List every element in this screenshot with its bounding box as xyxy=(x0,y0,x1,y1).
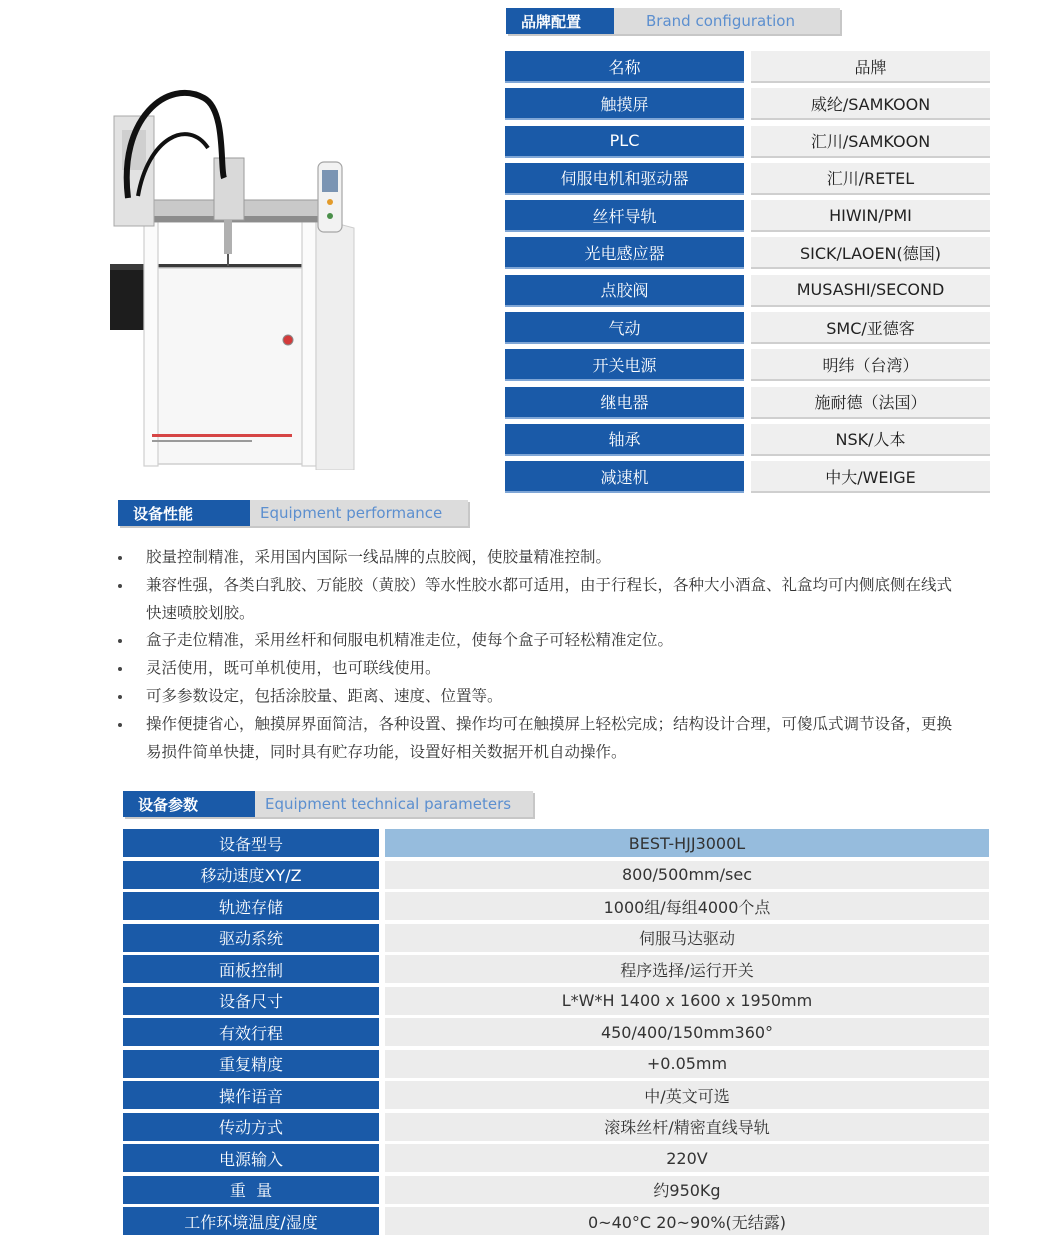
param-value: 伺服马达驱动 xyxy=(385,924,989,952)
bullet-icon xyxy=(118,584,122,588)
brand-key: 点胶阀 xyxy=(505,275,744,307)
brand-row xyxy=(505,424,990,456)
brand-row xyxy=(505,88,990,120)
bullet-icon xyxy=(118,639,122,643)
brand-table xyxy=(505,51,990,499)
brand-row xyxy=(505,349,990,381)
brand-row xyxy=(505,126,990,158)
bullet-icon xyxy=(118,667,122,671)
brand-row xyxy=(505,461,990,493)
list-item xyxy=(118,655,958,683)
brand-row xyxy=(505,312,990,344)
table-row xyxy=(123,1018,989,1046)
params-section-title-zh: 设备参数 xyxy=(123,791,255,817)
param-key: 传动方式 xyxy=(123,1113,379,1141)
bullet-icon xyxy=(118,556,122,560)
brand-key: 气动 xyxy=(505,312,744,344)
brand-value: 威纶/SAMKOON xyxy=(751,88,990,120)
param-value: 1000组/每组4000个点 xyxy=(385,892,989,920)
brand-value: 中大/WEIGE xyxy=(751,461,990,493)
glue-dispensing-machine-image xyxy=(108,78,368,470)
params-table xyxy=(123,829,989,1239)
performance-text: 可多参数设定，包括涂胶量、距离、速度、位置等。 xyxy=(146,686,503,705)
brand-key: 轴承 xyxy=(505,424,744,456)
performance-list xyxy=(118,544,958,766)
bullet-icon xyxy=(118,723,122,727)
table-row xyxy=(123,955,989,983)
param-value: L*W*H 1400 x 1600 x 1950mm xyxy=(385,987,989,1015)
bullet-icon xyxy=(118,695,122,699)
brand-section-title-en: Brand configuration xyxy=(614,8,840,34)
param-value: 中/英文可选 xyxy=(385,1081,989,1109)
brand-value: SMC/亚德客 xyxy=(751,312,990,344)
performance-section-header xyxy=(118,500,468,526)
performance-text: 兼容性强，各类白乳胶、万能胶（黄胶）等水性胶水都可适用，由于行程长，各种大小酒盒、礼盒均可内侧底侧在线式快速喷胶划胶。 xyxy=(146,575,953,622)
param-value: 450/400/150mm360° xyxy=(385,1018,989,1046)
brand-row xyxy=(505,200,990,232)
brand-row xyxy=(505,387,990,419)
table-row xyxy=(123,829,989,857)
table-row xyxy=(123,1050,989,1078)
param-key: 面板控制 xyxy=(123,955,379,983)
param-key: 重 量 xyxy=(123,1176,379,1204)
param-value: 220V xyxy=(385,1144,989,1172)
param-key: 移动速度XY/Z xyxy=(123,861,379,889)
param-key: 电源输入 xyxy=(123,1144,379,1172)
brand-key: 光电感应器 xyxy=(505,237,744,269)
brand-key: 名称 xyxy=(505,51,744,83)
brand-value: 汇川/RETEL xyxy=(751,163,990,195)
params-section-header xyxy=(123,791,533,817)
performance-text: 胶量控制精准，采用国内国际一线品牌的点胶阀，使胶量精准控制。 xyxy=(146,548,612,566)
table-row xyxy=(123,987,989,1015)
brand-key: 开关电源 xyxy=(505,349,744,381)
param-value: BEST-HJJ3000L xyxy=(385,829,989,857)
performance-section-title-en: Equipment performance xyxy=(250,500,468,526)
brand-key: PLC xyxy=(505,126,744,158)
param-key: 操作语音 xyxy=(123,1081,379,1109)
brand-section-title-zh: 品牌配置 xyxy=(506,8,614,34)
brand-key: 继电器 xyxy=(505,387,744,419)
params-section-title-en: Equipment technical parameters xyxy=(255,791,533,817)
table-row xyxy=(123,924,989,952)
param-key: 设备型号 xyxy=(123,829,379,857)
param-value: 滚珠丝杆/精密直线导轨 xyxy=(385,1113,989,1141)
brand-row xyxy=(505,275,990,307)
performance-text: 盒子走位精准，采用丝杆和伺服电机精准走位，使每个盒子可轻松精准定位。 xyxy=(146,631,674,650)
param-key: 轨迹存储 xyxy=(123,892,379,920)
brand-key: 触摸屏 xyxy=(505,88,744,120)
performance-text: 灵活使用，既可单机使用，也可联线使用。 xyxy=(146,659,441,678)
brand-value: 汇川/SAMKOON xyxy=(751,126,990,158)
brand-row xyxy=(505,237,990,269)
param-key: 重复精度 xyxy=(123,1050,379,1078)
brand-key: 减速机 xyxy=(505,461,744,493)
param-value: 程序选择/运行开关 xyxy=(385,955,989,983)
table-row xyxy=(123,861,989,889)
brand-key: 伺服电机和驱动器 xyxy=(505,163,744,195)
param-key: 工作环境温度/湿度 xyxy=(123,1207,379,1235)
brand-value: 品牌 xyxy=(751,51,990,83)
list-item xyxy=(118,627,958,655)
table-row xyxy=(123,1176,989,1204)
performance-text: 操作便捷省心，触摸屏界面简洁，各种设置、操作均可在触摸屏上轻松完成；结构设计合理，可傻瓜式调节设备，更换易损件简单快捷，同时具有贮存功能，设置好相关数据开机自动操作。 xyxy=(146,714,953,761)
brand-section-header xyxy=(506,8,840,34)
brand-value: 明纬（台湾） xyxy=(751,349,990,381)
brand-row xyxy=(505,163,990,195)
brand-row xyxy=(505,51,990,83)
brand-value: SICK/LAOEN(德国) xyxy=(751,237,990,269)
table-row xyxy=(123,1144,989,1172)
param-value: 800/500mm/sec xyxy=(385,861,989,889)
brand-value: NSK/人本 xyxy=(751,424,990,456)
list-item xyxy=(118,683,958,711)
performance-section-title-zh: 设备性能 xyxy=(118,500,250,526)
list-item xyxy=(118,572,958,628)
table-row xyxy=(123,1207,989,1235)
param-value: 约950Kg xyxy=(385,1176,989,1204)
brand-key: 丝杆导轨 xyxy=(505,200,744,232)
brand-value: 施耐德（法国） xyxy=(751,387,990,419)
table-row xyxy=(123,892,989,920)
table-row xyxy=(123,1081,989,1109)
param-value: 0~40°C 20~90%(无结露) xyxy=(385,1207,989,1235)
param-key: 驱动系统 xyxy=(123,924,379,952)
param-value: +0.05mm xyxy=(385,1050,989,1078)
list-item xyxy=(118,711,958,767)
table-row xyxy=(123,1113,989,1141)
list-item xyxy=(118,544,958,572)
brand-value: HIWIN/PMI xyxy=(751,200,990,232)
brand-value: MUSASHI/SECOND xyxy=(751,275,990,307)
param-key: 有效行程 xyxy=(123,1018,379,1046)
param-key: 设备尺寸 xyxy=(123,987,379,1015)
